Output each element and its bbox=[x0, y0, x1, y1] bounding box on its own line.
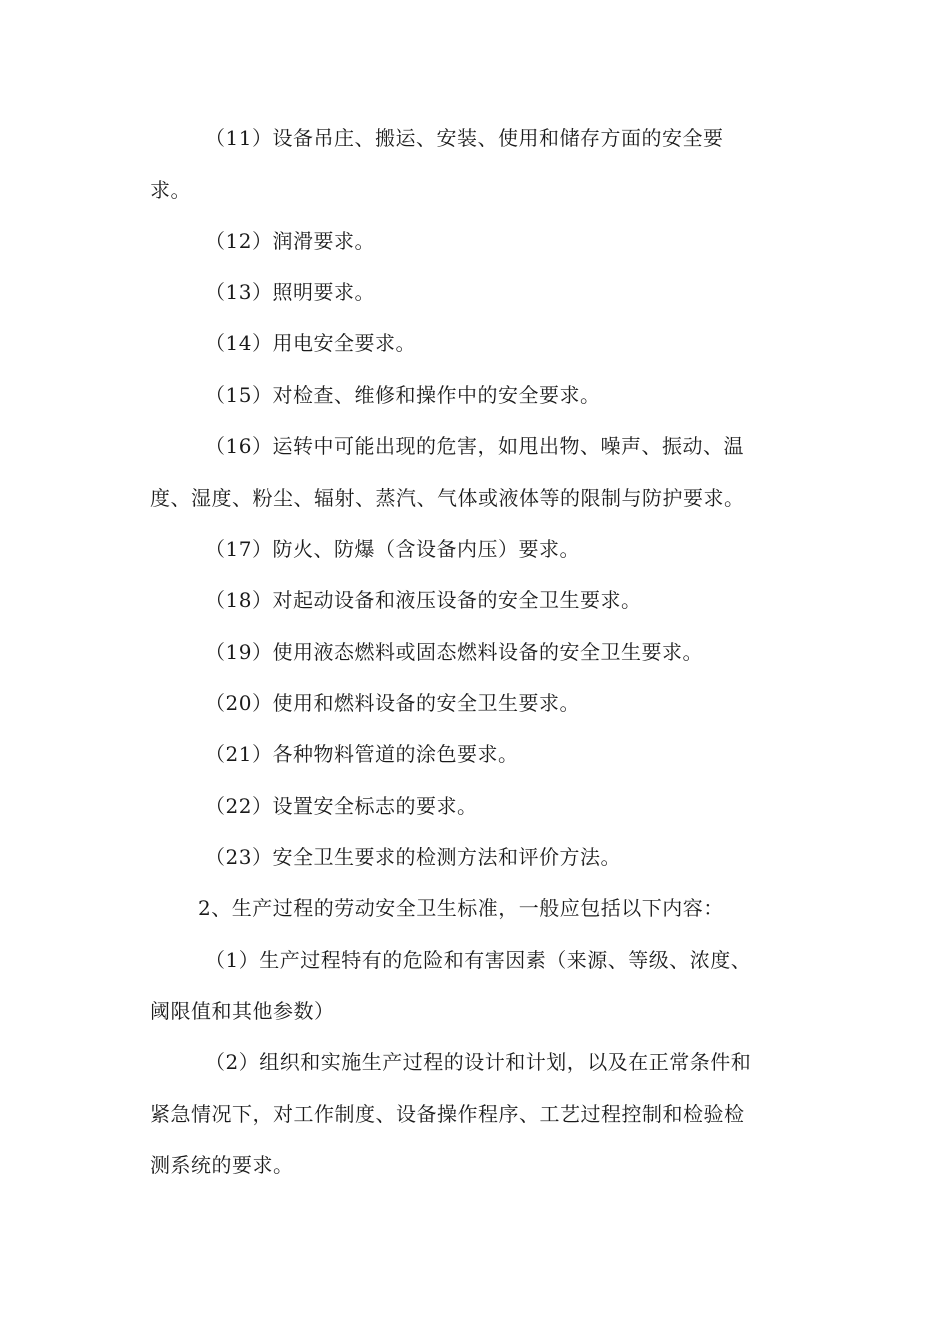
paragraph-line: （1）生产过程特有的危险和有害因素（来源、等级、浓度、 bbox=[205, 948, 752, 972]
paragraph-line: （19）使用液态燃料或固态燃料设备的安全卫生要求。 bbox=[205, 640, 703, 664]
paragraph-line: （21）各种物料管道的涂色要求。 bbox=[205, 742, 519, 766]
paragraph-line: （17）防火、防爆（含设备内压）要求。 bbox=[205, 537, 580, 561]
paragraph-line: 阈限值和其他参数） bbox=[150, 999, 335, 1023]
paragraph-line: （22）设置安全标志的要求。 bbox=[205, 794, 478, 818]
paragraph-line: 求。 bbox=[150, 178, 191, 202]
paragraph-line: 度、湿度、粉尘、辐射、蒸汽、气体或液体等的限制与防护要求。 bbox=[150, 486, 745, 510]
paragraph-line: （18）对起动设备和液压设备的安全卫生要求。 bbox=[205, 588, 642, 612]
paragraph-line: （13）照明要求。 bbox=[205, 280, 375, 304]
paragraph-line: （2）组织和实施生产过程的设计和计划，以及在正常条件和 bbox=[205, 1050, 752, 1074]
paragraph-line: （15）对检查、维修和操作中的安全要求。 bbox=[205, 383, 601, 407]
paragraph-line: （16）运转中可能出现的危害，如甩出物、噪声、振动、温 bbox=[205, 434, 744, 458]
section-heading: 2、生产过程的劳动安全卫生标准，一般应包括以下内容： bbox=[198, 896, 724, 920]
paragraph-line: （12）润滑要求。 bbox=[205, 229, 375, 253]
paragraph-line: （23）安全卫生要求的检测方法和评价方法。 bbox=[205, 845, 621, 869]
paragraph-line: （20）使用和燃料设备的安全卫生要求。 bbox=[205, 691, 580, 715]
paragraph-line: 紧急情况下，对工作制度、设备操作程序、工艺过程控制和检验检 bbox=[150, 1102, 745, 1126]
paragraph-line: （11）设备吊庄、搬运、安装、使用和储存方面的安全要 bbox=[205, 126, 724, 150]
paragraph-line: （14）用电安全要求。 bbox=[205, 331, 416, 355]
paragraph-line: 测系统的要求。 bbox=[150, 1153, 294, 1177]
